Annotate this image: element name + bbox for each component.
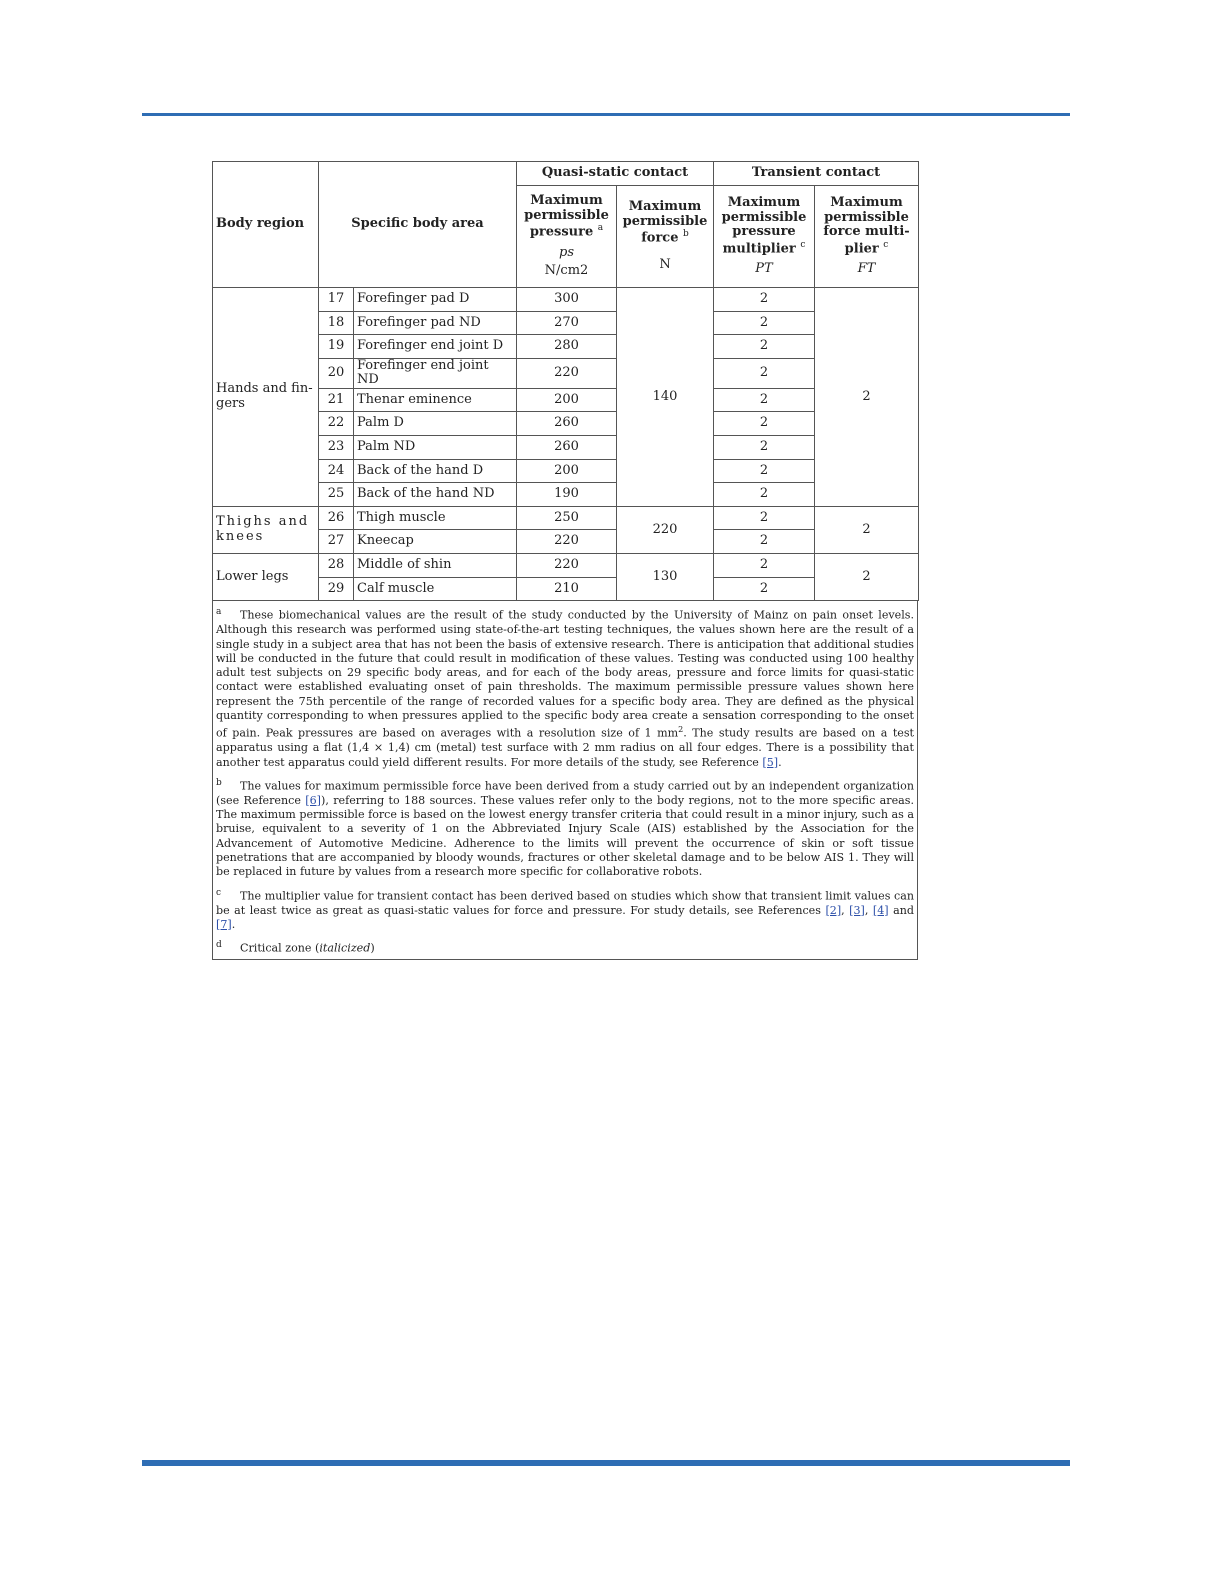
force-thighs-and-knees: 220 [617,506,714,553]
footnote-a-text-1: These biomechanical values are the result of the study conducted by the University of Mainz on pain onset levels. Although this research was performed using state-of-the-art testing techniques, the values shown here are the result of a single study in a subject area that has not been the basis of extensive research. There is anticipation that additional studies will be conducted in the future that could result in modification of these values. Testing was conducted using 100 healthy adult test subjects on 29 specific body areas, and for each of the body areas, pressure and force limits for quasi-static contact were established evaluating onset of pain thresholds. The maximum permissible pressure values shown here represent the 75th percentile of the range of recorded values for a specific body area. They are defined as the physical quantity corresponding to when pressures applied to the specific body area create a sensation corresponding to the onset of pain. Peak pressures are based on averages with a resolution size of 1 mm [216,608,914,740]
table-row [213,335,919,359]
row-area: Palm D [354,412,517,436]
body-limits-table [212,161,919,601]
header-max-pressure [517,186,617,288]
header-max-pressure-symbol: ps [559,244,574,260]
row-pressure: 300 [517,288,617,312]
row-area: Middle of shin [354,554,517,578]
row-area: Kneecap [354,530,517,554]
row-area: Back of the hand D [354,459,517,483]
footnote-d-mark: d [216,940,222,951]
footnote-c-separator: and [888,903,914,917]
row-pressure-multiplier: 2 [714,335,815,359]
table-row [213,436,919,460]
header-force-multiplier [815,186,919,288]
row-index: 20 [319,358,354,388]
region-hands-and-fingers: Hands and fin-gers [213,288,319,507]
row-pressure-multiplier: 2 [714,311,815,335]
reference-link-4[interactable]: [4] [872,903,889,917]
reference-link-3[interactable]: [3] [849,903,865,917]
row-pressure-multiplier: 2 [714,483,815,507]
reference-link-5[interactable]: [5] [762,755,779,769]
row-area: Forefinger end joint ND [354,358,517,388]
row-pressure-multiplier: 2 [714,288,815,312]
footnote-d-italic: italicized [319,941,371,955]
table-row [213,577,919,601]
row-index: 21 [319,388,354,412]
header-pressure-multiplier [714,186,815,288]
table-row [213,288,919,312]
reference-link-6[interactable]: [6] [305,793,321,807]
footnote-c-separator: , [841,903,850,917]
footnote-c-text-2: . [231,917,236,931]
force-hands-and-fingers: 140 [617,288,714,507]
row-area: Thenar eminence [354,388,517,412]
row-pressure-multiplier: 2 [714,388,815,412]
region-lower-legs: Lower legs [213,554,319,601]
footnote-b-text-1: The values for maximum permissible force have been derived from a study carried out by an independent organization (see Reference [216,779,914,807]
header-pressure-multiplier-label: Maximum permissible pressure multiplier [721,194,807,256]
reference-link-7[interactable]: [7] [216,917,232,931]
force-multiplier-hands-and-fingers: 2 [815,288,919,507]
footnote-c-separator: , [864,903,873,917]
table-row [213,412,919,436]
table-footnotes [212,601,918,960]
row-pressure: 220 [517,554,617,578]
row-index: 29 [319,577,354,601]
force-lower-legs: 130 [617,554,714,601]
row-pressure: 210 [517,577,617,601]
row-area: Calf muscle [354,577,517,601]
row-area: Forefinger pad D [354,288,517,312]
row-pressure-multiplier: 2 [714,436,815,460]
header-body-region: Body region [213,162,319,288]
row-pressure: 270 [517,311,617,335]
header-force-multiplier-footnote-mark: c [883,239,889,250]
force-multiplier-thighs-and-knees: 2 [815,506,919,553]
row-index: 27 [319,530,354,554]
header-pressure-multiplier-footnote-mark: c [800,239,806,250]
table-row [213,311,919,335]
row-pressure-multiplier: 2 [714,459,815,483]
header-force-multiplier-symbol: FT [857,261,876,277]
footnote-b [216,776,914,880]
header-rule [142,113,1070,116]
footnote-a [216,605,914,770]
header-max-force-unit: N [659,257,671,273]
header-transient-contact: Transient contact [714,162,919,186]
row-index: 18 [319,311,354,335]
footnote-d [216,938,914,956]
table-row [213,483,919,507]
region-thighs-and-knees: Thighs and knees [213,506,319,553]
footnote-a-superscript: 2 [678,725,684,735]
header-pressure-multiplier-symbol: PT [755,261,773,277]
row-index: 23 [319,436,354,460]
table-row [213,506,919,530]
row-pressure: 200 [517,388,617,412]
row-index: 26 [319,506,354,530]
row-pressure: 250 [517,506,617,530]
table-row [213,388,919,412]
header-max-force [617,186,714,288]
limits-table-container [212,161,918,960]
footnote-a-text-2: . The study results are based on a test apparatus using a flat (1,4 × 1,4) cm (metal) test surface with 2 mm radius on all four edges. There is a possibility that another test apparatus could yield different results. For more details of the study, see Reference [216,726,914,769]
footnote-d-text-2: ) [370,941,375,955]
row-index: 22 [319,412,354,436]
footnote-c-mark: c [216,887,222,898]
row-area: Forefinger end joint D [354,335,517,359]
row-pressure: 220 [517,358,617,388]
row-index: 28 [319,554,354,578]
table-row [213,530,919,554]
row-index: 24 [319,459,354,483]
footnote-c [216,886,914,933]
footnote-c-text-1: The multiplier value for transient contact has been derived based on studies which show that transient limit values can be at least twice as great as quasi-static values for force and pressure. For study details, see References [216,889,914,917]
row-pressure-multiplier: 2 [714,412,815,436]
row-area: Palm ND [354,436,517,460]
footnote-d-text-1: Critical zone ( [240,941,320,955]
row-pressure: 190 [517,483,617,507]
footnote-b-text-2: ), referring to 188 sources. These values refer only to the body regions, not to the more specific areas. The maximum permissible force is based on the lowest energy transfer criteria that could result in a minor injury, such as a bruise, equivalent to a severity of 1 on the Abbreviated Injury Scale (AIS) established by the Association for the Advancement of Automotive Medicine. Adherence to the limits will prevent the occurrence of skin or soft tissue penetrations that are accompanied by bloody wounds, fractures or other skeletal damage and to be below AIS 1. They will be replaced in future by values from a research more specific for collaborative robots. [216,793,914,879]
header-max-force-footnote-mark: b [683,229,689,240]
row-pressure: 280 [517,335,617,359]
reference-link-2[interactable]: [2] [825,903,842,917]
row-area: Forefinger pad ND [354,311,517,335]
row-index: 19 [319,335,354,359]
row-area: Thigh muscle [354,506,517,530]
header-quasi-static-contact: Quasi-static contact [517,162,714,186]
footnote-a-text-3: . [778,755,782,769]
row-area: Back of the hand ND [354,483,517,507]
row-pressure: 200 [517,459,617,483]
row-pressure: 260 [517,412,617,436]
header-max-pressure-footnote-mark: a [597,223,604,234]
header-max-pressure-unit: N/cm2 [544,263,589,279]
header-max-force-label: Maximum permissible force [622,199,708,246]
row-pressure-multiplier: 2 [714,506,815,530]
row-pressure: 260 [517,436,617,460]
footer-rule [142,1460,1070,1466]
footnote-b-mark: b [216,777,222,788]
header-specific-body-area: Specific body area [319,162,517,288]
force-multiplier-lower-legs: 2 [815,554,919,601]
header-force-multiplier-label: Maximum permissible force multi-plier [823,194,910,256]
row-index: 25 [319,483,354,507]
footnote-a-mark: a [216,607,222,618]
row-pressure-multiplier: 2 [714,530,815,554]
header-max-pressure-label: Maximum permissible pressure [524,192,609,240]
table-row [213,554,919,578]
row-pressure-multiplier: 2 [714,358,815,388]
row-pressure-multiplier: 2 [714,577,815,601]
table-row [213,459,919,483]
table-row [213,358,919,388]
row-index: 17 [319,288,354,312]
row-pressure: 220 [517,530,617,554]
row-pressure-multiplier: 2 [714,554,815,578]
